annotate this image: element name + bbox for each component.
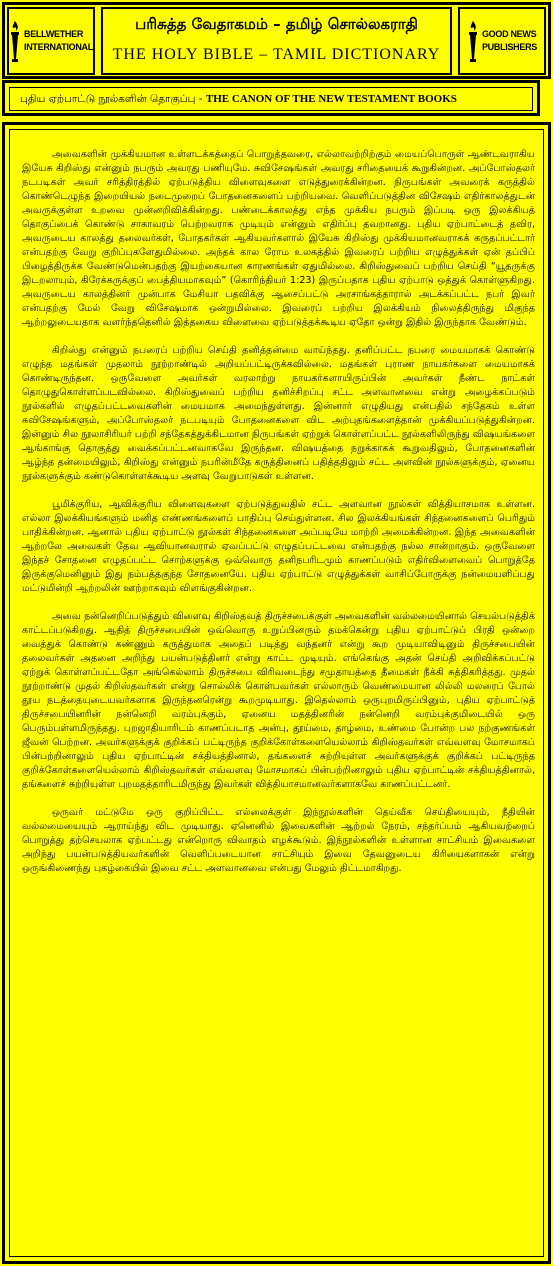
torch-icon [9, 19, 21, 63]
section-heading-english: THE CANON OF THE NEW TESTAMENT BOOKS [205, 93, 457, 105]
content-panel [2, 122, 551, 1264]
right-logo-line2: PUBLISHERS [481, 42, 537, 52]
title-english: THE HOLY BIBLE – TAMIL DICTIONARY [112, 46, 441, 63]
article-body [9, 129, 544, 1257]
bellwether-logo[interactable] [7, 7, 95, 75]
left-logo-line2: INTERNATIONAL [24, 42, 93, 52]
paragraph-4: அவை நன்னெறிப்படுத்தும் விளைவு கிறிஸ்தவத் திருச்சபைக்குள் அவைகளின் வல்லமையினால் செயல்படுத்திக் காட்டப்படுகிறது. ஆதித் திருச்சபையின் ஒவ்வொரு உறுப்பினரும் தமக்கென்று புதிய ஏற்பாட்டுப் பிரதி ஒன்றை வைத்துக் கொண்டு கண்ணும் கருத்துமாக அதைப் படித்து வந்தனர் என்று கூற முடியாவிடினும் திருச்சபையின் தலைவர்கள் அதனை அறிந்து பயன்படுத்தினர் என்று காட்ட முடியும். எங்கெங்கு அதன் செய்தி அறிவிக்கப்பட்டு ஏற்றுக் கொள்ளப்பட்டதோ அங்கெல்லாம் திருச்சபை விரிவடைந்து சமுதாயத்தை தீமைகள் நீக்கி சுத்திகரித்தது. முதல் நூற்றாண்டு முதல் கிறிஸ்தவர்கள் என்று சொல்லிக் கொள்பவர்கள் எல்லாரும் வெண்மையான லில்லி மலரைப் போல் தூய நடத்தையுடையவர்களாக இருந்தனரென்று கூறமுடியாது. இதெல்லாம் ஒருபுறமிருப்பினும், புதிய ஏற்பாட்டுத் திருச்சபையினரின் நன்னெறி வரம்புக்கும், ஏனைய மதத்தினரின் நன்னெறி வரம்புக்குமிடையில் ஒரு பெரும்பள்ளமிருந்தது. புறஜாதியாரிடம் காணப்படாத அன்பு, தூய்மை, தாழ்மை, உண்மை போன்ற பல நற்குணங்கள் ஜீவன் பெற்றன. அவர்களுக்குக் குறிக்கப் பட்டிருந்த குறிக்கோள்களையெல்லாம் கிறிஸ்தவர்கள் எவ்வளவு மோசமாகப் பின்பற்றினாலும் புதிய ஏற்பாட்டின் சக்தியத்தினால், தங்களைச் சுற்றியுள்ள அவர்களுக்குக் குறிக்கப் பட்டிருந்த குறிக்கோள்களையெல்லாம் கிறிஸ்தவர்கள் எவ்வளவு மோசமாகப் பின்பற்றினாலும் புதிய ஏற்பாட்டின் சக்தியத்தினால், தங்களைச் சுற்றியுள்ள புறமதத்தாரிடமிருந்து இவர்கள் வித்தியாசமானவர்களாகவே காணப்பட்டனர். [22, 611, 535, 790]
paragraph-5: ஒருவர் மட்டுமே ஒரு குறிப்பிட்ட எல்லைக்குள் இந்நூல்களின் தெய்வீக செய்தியையும், நீதியின் வல்லமையையும் ஆராய்ந்து விட முடியாது. ஏனெனில் இவைகளின் ஆற்றல் நேரம், சந்தர்ப்பம் ஆகியவற்றைப் பொறுத்து தற்செயலாக ஏற்பட்டது என்றொரு விவாதம் எழக்கூடும். இந்நூல்களின் உள்ளான சாட்சியம் இவைகளை அறிந்து பயன்படுத்தியவர்களின் வெளிப்படையான சாட்சியும் இவை தேவனுடைய கிரியைகளாகன் என்று ஒருங்கிணைந்து புகழ்கையில் இவை சட்ட அளவானவை என்பது மேலும் திட்டமாகிறது. [22, 807, 535, 874]
title-tamil: பரிசுத்த வேதாகமம் – தமிழ் சொல்லகராதி [135, 15, 418, 33]
paragraph-3: பூமிக்குரிய, ஆவிக்குரிய விளைவுகளை ஏற்படுத்துவதில் சட்ட அளவான நூல்கள் வித்தியாசமாக உள்ளன. எல்லா இலக்கியங்களும் மனித எண்ணங்களைப் பாதிப்பு செய்துள்ளன. சில இலக்கியங்கள் சிந்தனைகளைப் பெரிதும் பாதிக்கின்றன. ஆனால் புதிய ஏற்பாட்டு நூல்கள் சிந்தனைகளை அப்படியே மாற்றி அமைக்கின்றன. இந்த அவைகளின் ஆற்றலே அவைகள் தேவ ஆவியானவரால் ஏவப்பட்டு எழுதப்பட்டவை என்பதற்கு நல்ல சான்றாகும். ஒருவேளை இந்தச் சோதனை எழுதப்பட்ட சொற்களுக்கு ஒவ்வொரு தனிநபரிடமும் காணப்படும் எதிர்விளைவைப் பொறுத்தே இருக்குமெனினும் இது நம்பத்தகுந்த சோதனையே. புதிய ஏற்பாட்டு எழுத்துக்கள் வாசிப்போருக்கு நன்மையளிப்பது மட்டுமின்றி ஆற்றலின் ஊற்றாகவும் விளங்குகின்றன. [22, 499, 535, 594]
section-heading-bar [2, 80, 540, 116]
paragraph-1: அவைகளின் முக்கியமான உள்ளடக்கத்தைப் பொறுத்தவரை, எல்லாவற்றிற்கும் மையப்பொருள் ஆண்டவராகிய இயேசு கிறிஸ்து என்னும் நபரும் அவரது பணியுமே. சுவிசேஷங்கள் அவரது சரிதையைக் கூறுகின்றன. அப்போஸ்தலர் நடபடிகள் அவர் சரித்திரத்தில் ஏற்படுத்திய விளைவுகளை எடுத்துரைக்கின்றன. நிருபங்கள் அவரைக் கருத்தில் கொண்டெழுந்த இறையியல் நடைமுறைப் போதனைகளைப் பற்றியவை. வெளிப்படுத்தின விசேஷம் எதிர்காலத்துடன் அவருக்குள்ள உறவை முன்னறிவிக்கின்றது. பண்டைக்காலத்து எந்த முக்கிய நபரும் இப்படி ஒரு இலக்கியத் தொகுப்பைக் கொண்டு சாகாவரம் பெற்றவராக முடியும் என்னும் எதிர்ப்பு தவறானது. புதிய ஏற்பாட்டைத் தவிர, அவருடைய காலத்து தலைவர்கள், போதகர்கள் ஆகியவர்களால் இயேசு கிறிஸ்து முக்கியமானவராகக் கருதப்பட்டார் என்பதற்கு வேறு குறிப்புகளேதுமில்லை. அந்தக் கால ரோம உலகத்தில் இவரைப் பற்றிய எழுத்துக்கள் ஏன் தப்பிப் பிழைத்திருக்க வேண்டுமென்பதற்கு இயற்கையான காரணங்கள் ஏதுமில்லை. கிறிஸ்துவைப் பற்றிய செய்தி “யூதருக்கு இடறலாயும், கிரேக்கருக்குப் பைத்தியமாகவும்” (கொரிந்தியர் 1:23) இருப்பதாக புதிய ஏற்பாடு ஒத்துக் கொள்ளுகிறது. அவருடைய காலத்தினர் முன்பாக மேசியா பதவிக்கு ஆசைப்பட்டு அரசாங்கத்தாரால் அடக்கப்பட்ட நபர் இவர் என்பதற்கு மேல் வேறு விசேஷமாக ஒன்றுமில்லை. இவரைப் பற்றிய இலக்கியம் நிலைத்திருந்து மிகுந்த ஆற்றலுடையதாக வளர்ந்ததெனில் இத்தகைய விளைவை ஏற்படுத்தக்கூடிய ஏதோ ஒன்று இதில் இருந்தாக வேண்டும். [22, 149, 535, 328]
title-box [101, 7, 452, 75]
paragraph-2: கிறிஸ்து என்னும் நபரைப் பற்றிய செய்தி தனித்தன்மை வாய்ந்தது. தனிப்பட்ட நபரை மையமாகக் கொண்டு எழுந்த மதங்கள் முதலாம் நூற்றாண்டில் அறியப்பட்டிருக்கவில்லை. மதங்கள் புராண நாயகர்களை மையமாகக் கொண்டிருந்தன. ஒருவேளை அவர்கள் வரலாற்று நாயகர்களாயிருப்பின் அவர்கள் நீண்ட நாட்கள் தொழுதுகொள்ளப்படவில்லை. கிறிஸ்துவைப் பற்றிய தனிச்சிறப்பு சட்ட அளவானவை என்று அழைக்கப்படும் நூல்களில் எழுதப்பட்டவைகளின் மையமாக அமைந்துள்ளது. இன்னார் எழுதியது என்பதில் சந்தேகம் உள்ள சுவிசேஷங்களும், அப்போஸ்தலர் நடபடியும் போதனைகளை விட அற்புதங்களைத்தான் முக்கியப்படுத்துகின்றன. இன்னும் சில நூலாசிரியர் பற்றி சந்தேகத்துக்கிடமான நிருபங்கள் ஏற்றுக் கொள்ளப்பட்ட நூல்களிலிருந்து விஷயங்களை ஆங்காங்கு தொகுத்து வைக்கப்பட்டனவாகவே இருந்தன. விஷயத்தை நறுக்காகக் கூறுவதிலும், போதனைகளின் ஆழ்ந்த தன்மையிலும், கிறிஸ்து என்னும் நபரின்மீதே கருத்தினைப் பதித்ததிலும் சட்ட அளவின் நூல்களுக்கும், ஏனைய நூல்களுக்கும் கண்டுகொள்ளக்கூடிய அளவு வேறுபாடுகள் உள்ளன. [22, 345, 535, 482]
left-logo-line1: BELLWETHER [24, 29, 84, 39]
section-heading [9, 87, 533, 111]
section-heading-tamil: புதிய ஏற்பாட்டு நூல்களின் தொகுப்பு [20, 93, 196, 105]
section-heading-separator: - [195, 93, 206, 105]
torch-icon [467, 19, 479, 63]
header [2, 2, 551, 79]
right-logo-line1: GOOD NEWS [481, 29, 537, 39]
good-news-logo[interactable] [458, 7, 546, 75]
